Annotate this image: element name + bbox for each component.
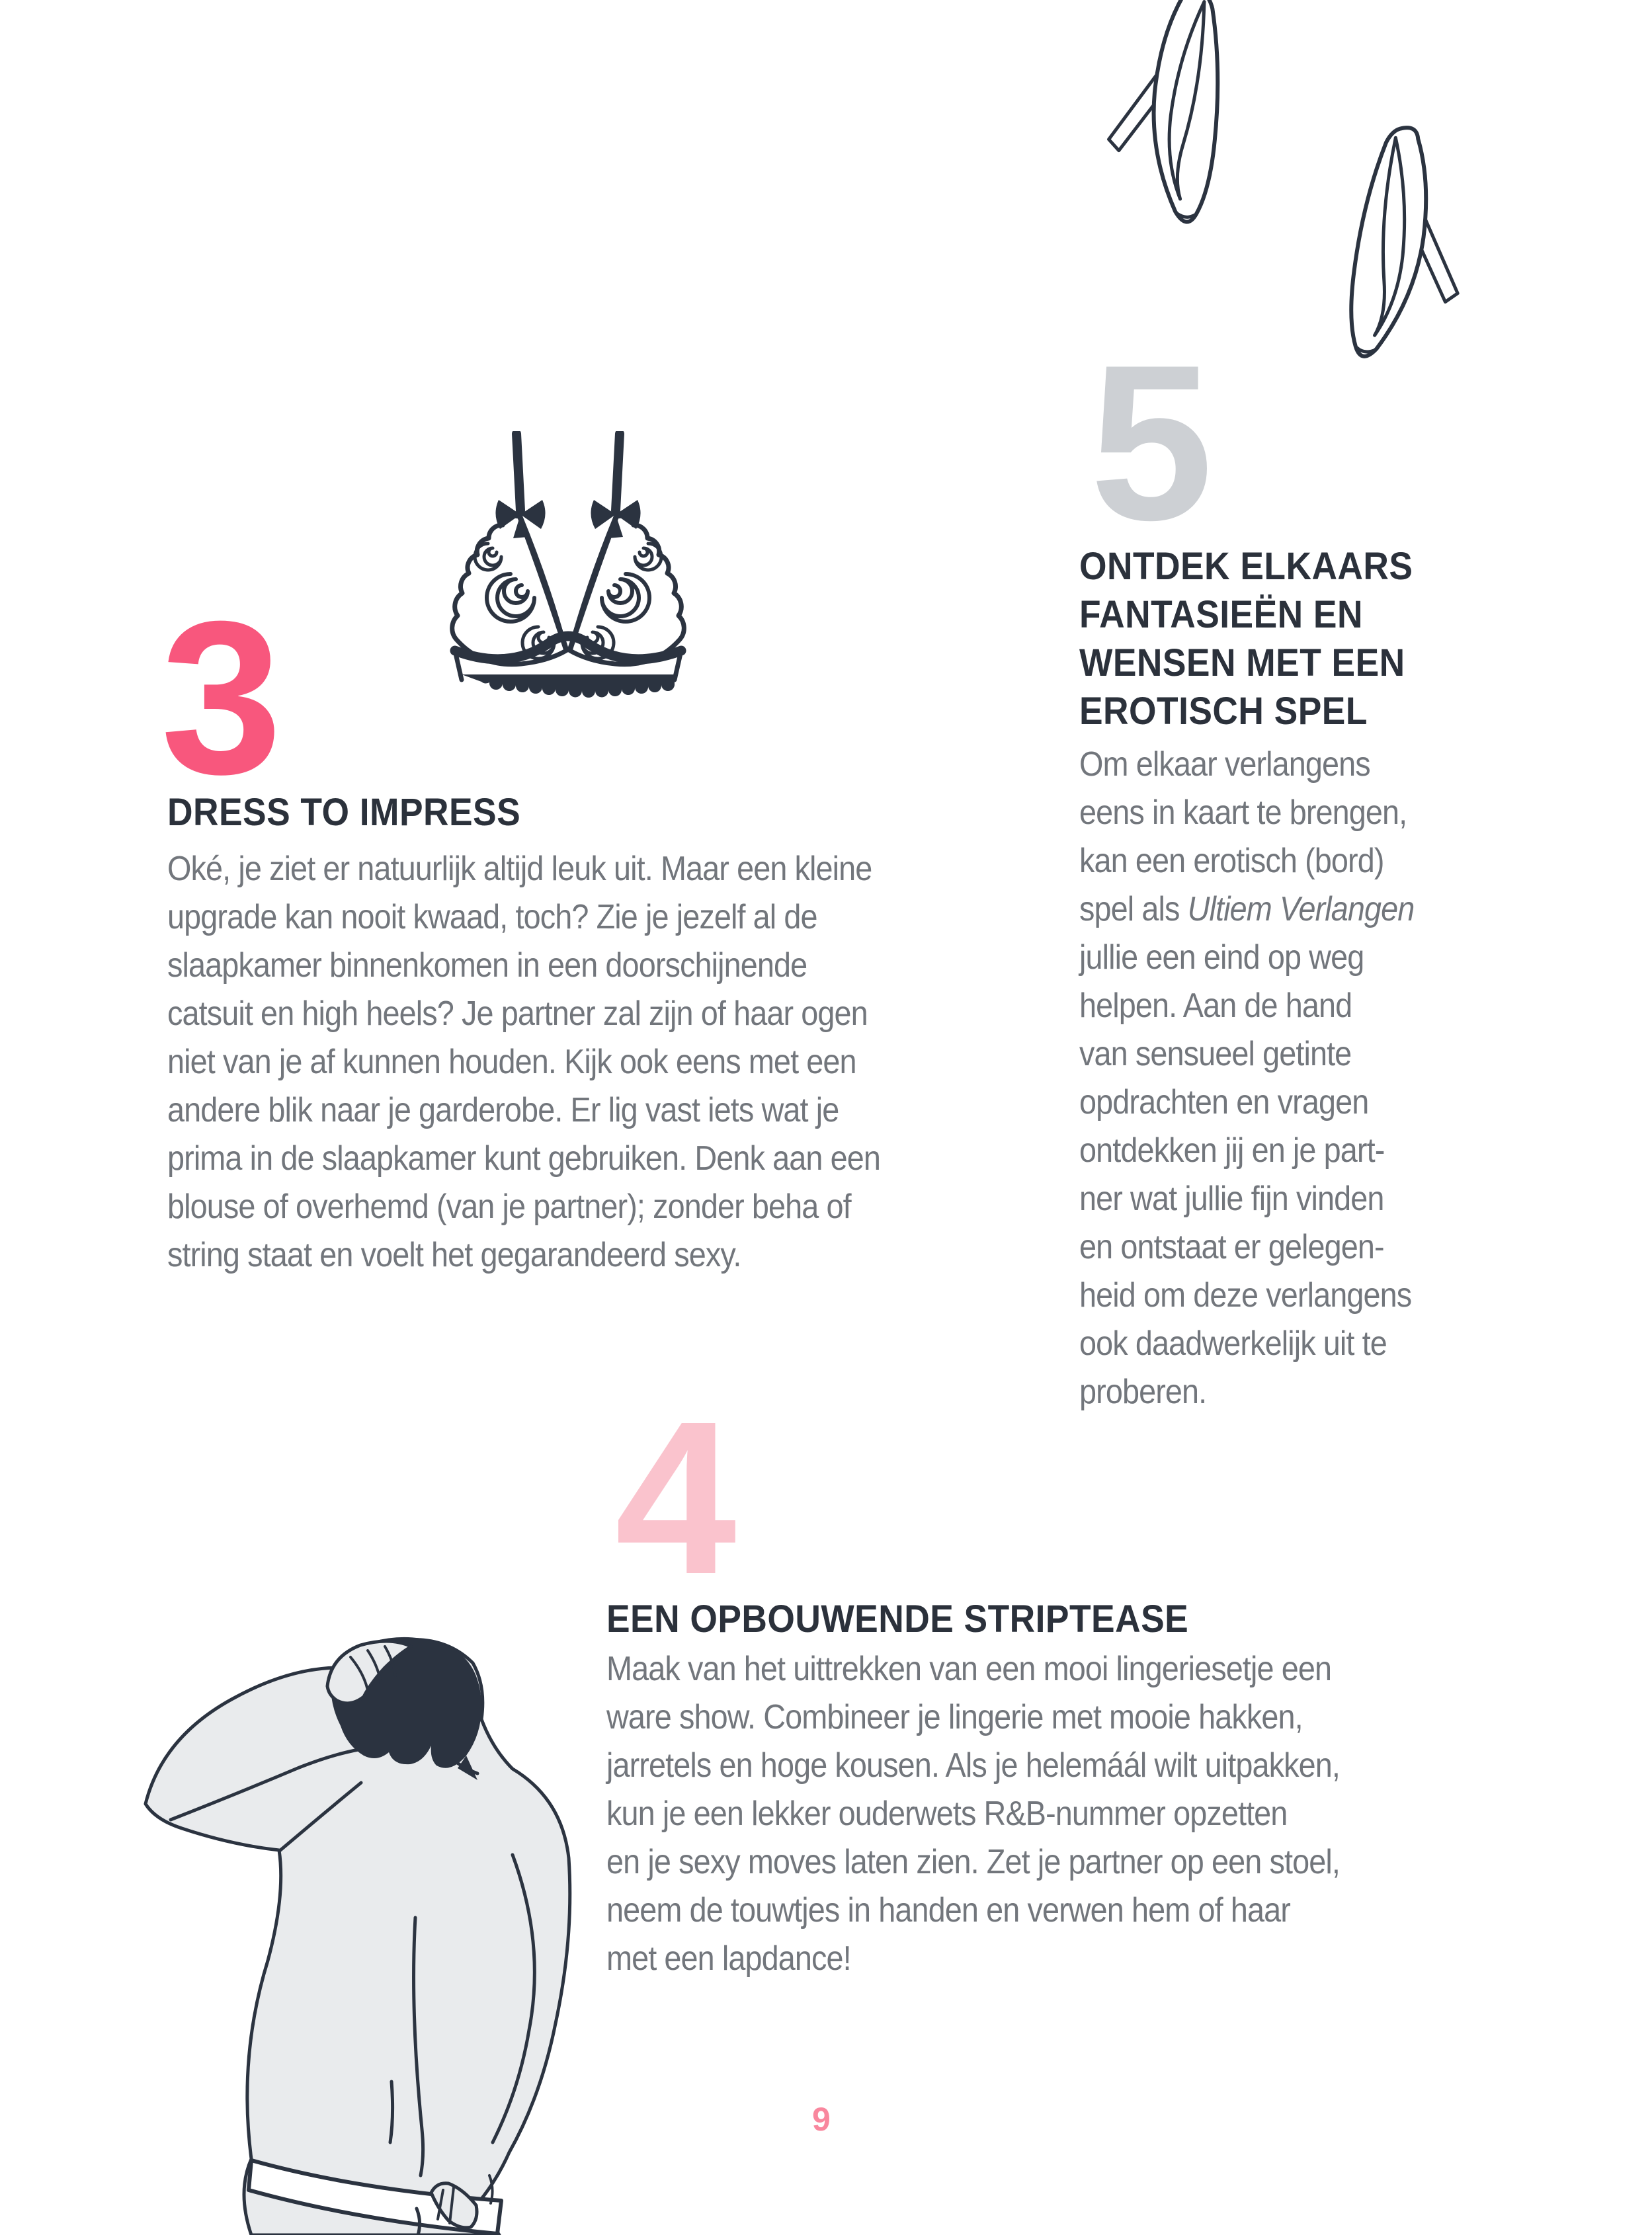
text-line: helpen. Aan de hand (1079, 987, 1352, 1025)
tip-4-heading: EEN OPBOUWENDE STRIPTEASE (606, 1598, 1189, 1641)
text-line: Om elkaar verlangens (1079, 745, 1370, 784)
heading-line: WENSEN MET EEN (1079, 641, 1405, 684)
tip-4-numeral: 4 (615, 1375, 733, 1619)
text-line: upgrade kan nooit kwaad, toch? Zie je jezelf al de (167, 898, 817, 936)
heading-line: EROTISCH SPEL (1079, 690, 1368, 733)
tip-5-numeral: 5 (1090, 319, 1210, 566)
heading-line: FANTASIEËN EN (1079, 593, 1363, 636)
text-line: Oké, je ziet er natuurlijk altijd leuk uit. Maar een kleine (167, 850, 872, 888)
text-line: ontdekken jij en je part- (1079, 1131, 1385, 1170)
high-heel-icon (1348, 125, 1466, 361)
tip-3-numeral: 3 (161, 575, 278, 819)
text-line: string staat en voelt het gegarandeerd sexy. (167, 1236, 741, 1274)
tip-5-heading (1079, 542, 1413, 735)
tip-5-paragraph (1079, 741, 1414, 1416)
text-line: proberen. (1079, 1373, 1207, 1411)
text-line: catsuit en high heels? Je partner zal zijn of haar ogen (167, 995, 868, 1033)
text-line: ware show. Combineer je lingerie met mooie hakken, (606, 1698, 1303, 1736)
text-line: Maak van het uittrekken van een mooi lingeriesetje een (606, 1650, 1332, 1688)
text-line: slaapkamer binnenkomen in een doorschijnende (167, 946, 807, 985)
text-line: prima in de slaapkamer kunt gebruiken. Denk aan een (167, 1139, 880, 1178)
text-line: opdrachten en vragen (1079, 1083, 1369, 1121)
text-line: spel als Ultiem Verlangen (1079, 890, 1415, 928)
tip-4-paragraph (606, 1645, 1340, 1983)
text-line: ner wat jullie fijn vinden (1079, 1180, 1384, 1218)
game-title: Ultiem Verlangen (1187, 890, 1415, 928)
text-line: heid om deze verlangens (1079, 1276, 1412, 1315)
text-line: met een lapdance! (606, 1939, 851, 1978)
heading-line: ONTDEK ELKAARS (1079, 545, 1413, 588)
text-line: neem de touwtjes in handen en verwen hem of haar (606, 1891, 1290, 1930)
page-number: 9 (812, 2101, 831, 2138)
text-line: van sensueel getinte (1079, 1035, 1352, 1073)
text-line: en je sexy moves laten zien. Zet je partner op een stoel, (606, 1843, 1340, 1881)
text-line: andere blik naar je garderobe. Er lig vast iets wat je (167, 1091, 839, 1129)
high-heel-icon (1097, 0, 1241, 224)
text-line: blouse of overhemd (van je partner); zonder beha of (167, 1188, 851, 1226)
text-line: kan een erotisch (bord) (1079, 842, 1384, 880)
lace-bra-illustration (442, 431, 696, 719)
text-line: eens in kaart te brengen, (1079, 793, 1407, 832)
text-line: kun je een lekker ouderwets R&B-nummer opzetten (606, 1795, 1288, 1833)
tip-3-paragraph (167, 845, 880, 1280)
text-line: jarretels en hoge kousen. Als je helemáál wilt uitpakken, (606, 1746, 1340, 1785)
text-line: niet van je af kunnen houden. Kijk ook eens met een (167, 1043, 856, 1081)
tip-3-heading: DRESS TO IMPRESS (167, 791, 521, 834)
man-back-illustration (132, 1627, 572, 2235)
text-line: en ontstaat er gelegen- (1079, 1228, 1384, 1266)
text-line: ook daadwerkelijk uit te (1079, 1324, 1387, 1363)
text-line: jullie een eind op weg (1079, 938, 1364, 977)
